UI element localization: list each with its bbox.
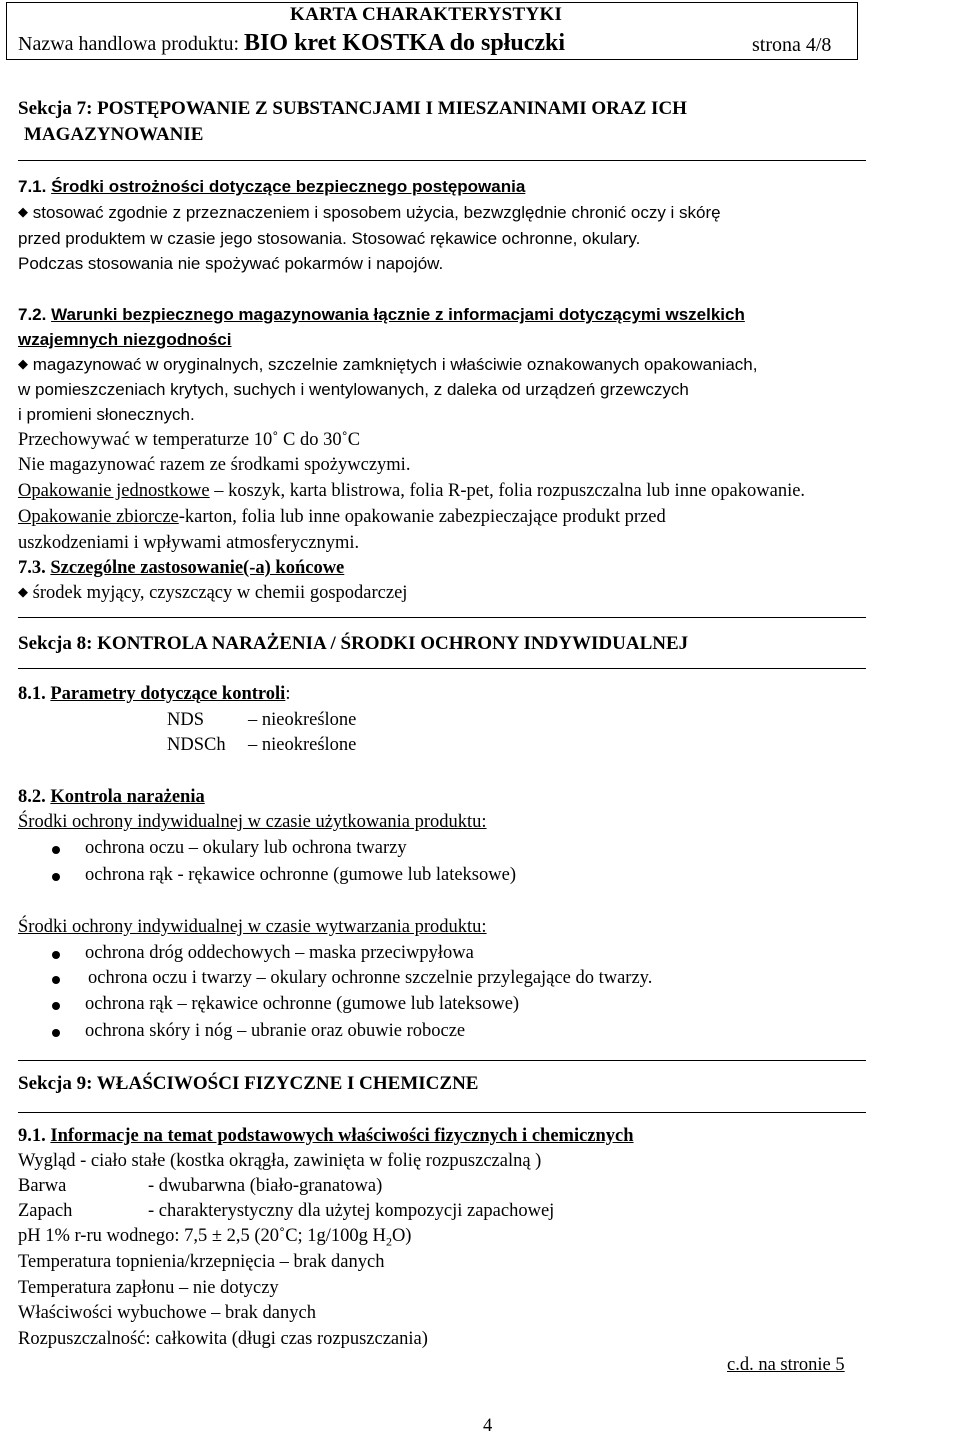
use-protection-heading: Środki ochrony indywidualnej w czasie użytkowania produktu: — [18, 812, 487, 832]
subsection-title: Parametry dotyczące kontroli — [50, 684, 286, 704]
bullet-dot-icon — [52, 951, 60, 959]
product-label: Nazwa handlowa produktu: — [18, 33, 240, 55]
bullet-dot-icon — [52, 976, 60, 984]
ph-text: pH 1% r-ru wodnego: 7,5 ± 2,5 (20˚C; 1g/100g H — [18, 1226, 386, 1246]
paragraph-line: w pomieszczeniach krytych, suchych i wentylowanych, z daleka od urządzeń grzewczych — [18, 380, 689, 399]
subsection-number: 7.1. — [18, 177, 47, 196]
subsection-title-cont: wzajemnych niezgodności — [18, 330, 232, 349]
odor-label: Zapach — [18, 1201, 73, 1221]
bullet-dot-icon — [52, 873, 60, 881]
diamond-bullet-icon: ◆ — [18, 356, 28, 371]
nds-label: NDS — [167, 710, 205, 730]
section-8-title: Sekcja 8: KONTROLA NARAŻENIA / ŚRODKI OCHRONY INDYWIDUALNEJ — [18, 633, 689, 654]
text: magazynować w oryginalnych, szczelnie zamkniętych i właściwie oznakowanych opakowaniach, — [32, 355, 758, 374]
list-item: ochrona oczu – okulary lub ochrona twarzy — [85, 838, 407, 858]
bullet-dot-icon — [52, 846, 60, 854]
text: środek myjący, czyszczący w chemii gospodarczej — [32, 583, 408, 603]
colon: : — [285, 684, 291, 704]
subsection-number: 9.1. — [18, 1126, 46, 1146]
nds-value: – nieokreślone — [248, 710, 357, 730]
subsection-7-2-heading — [18, 305, 745, 325]
section-9-title: Sekcja 9: WŁAŚCIWOŚCI FIZYCZNE I CHEMICZNE — [18, 1073, 479, 1094]
ndsch-value: – nieokreślone — [248, 735, 357, 755]
page-number: 4 — [483, 1416, 493, 1436]
flash-point: Temperatura zapłonu – nie dotyczy — [18, 1278, 279, 1298]
storage-temperature: Przechowywać w temperaturze 10˚ C do 30˚C — [18, 430, 361, 450]
bullet-dot-icon — [52, 1029, 60, 1037]
bullet-dot-icon — [52, 1002, 60, 1010]
divider — [18, 1060, 866, 1061]
list-item: ochrona rąk - rękawice ochronne (gumowe lub lateksowe) — [85, 865, 516, 885]
continued-note: c.d. na stronie 5 — [727, 1355, 845, 1375]
solubility: Rozpuszczalność: całkowita (długi czas rozpuszczania) — [18, 1329, 428, 1349]
document-title: KARTA CHARAKTERYSTYKI — [290, 4, 563, 25]
ph-subscript: 2 — [385, 1234, 392, 1249]
product-line — [18, 30, 565, 57]
packaging-unit-text: – koszyk, karta blistrowa, folia R-pet, folia rozpuszczalna lub inne opakowanie. — [209, 481, 806, 501]
paragraph-line: Nie magazynować razem ze środkami spożywczymi. — [18, 455, 411, 475]
list-item: ochrona skóry i nóg – ubranie oraz obuwie robocze — [85, 1021, 466, 1041]
subsection-9-1-heading — [18, 1126, 634, 1147]
paragraph-line — [18, 355, 757, 375]
color-value: - dwubarwna (biało-granatowa) — [148, 1176, 383, 1196]
color-label: Barwa — [18, 1176, 67, 1196]
packaging-unit — [18, 481, 805, 502]
paragraph-line: Podczas stosowania nie spożywać pokarmów i napojów. — [18, 254, 444, 273]
paragraph-line: uszkodzeniami i wpływami atmosferycznymi. — [18, 533, 360, 553]
list-item: ochrona dróg oddechowych – maska przeciwpyłowa — [85, 943, 474, 963]
subsection-title: Informacje na temat podstawowych właściwości fizycznych i chemicznych — [50, 1126, 634, 1146]
subsection-number: 7.2. — [18, 305, 47, 324]
subsection-number: 8.2. — [18, 787, 46, 807]
divider — [18, 617, 866, 618]
packaging-unit-label: Opakowanie jednostkowe — [18, 481, 210, 501]
divider — [18, 160, 866, 161]
subsection-title: Warunki bezpiecznego magazynowania łącznie z informacjami dotyczącymi wszelkich — [51, 305, 745, 324]
ph-value — [18, 1226, 411, 1250]
product-name: BIO kret KOSTKA do spłuczki — [244, 30, 566, 56]
paragraph-line — [18, 203, 721, 223]
subsection-8-1-heading — [18, 684, 290, 705]
packaging-bulk-text: -karton, folia lub inne opakowanie zabezpieczające produkt przed — [178, 507, 666, 527]
subsection-title: Środki ostrożności dotyczące bezpiecznego postępowania — [51, 177, 526, 196]
divider — [18, 668, 866, 669]
diamond-bullet-icon: ◆ — [18, 584, 28, 599]
divider — [18, 1112, 866, 1113]
page-indicator: strona 4/8 — [752, 34, 832, 56]
subsection-title: Kontrola narażenia — [50, 787, 205, 807]
subsection-7-3-heading — [18, 558, 344, 579]
subsection-title: Szczególne zastosowanie(-a) końcowe — [50, 558, 345, 578]
odor-value: - charakterystyczny dla użytej kompozycji zapachowej — [148, 1201, 555, 1221]
list-item: ochrona oczu i twarzy – okulary ochronne szczelnie przylegające do twarzy. — [88, 968, 653, 988]
explosive-properties: Właściwości wybuchowe – brak danych — [18, 1303, 316, 1323]
list-item: ochrona rąk – rękawice ochronne (gumowe lub lateksowe) — [85, 994, 520, 1014]
melting-point: Temperatura topnienia/krzepnięcia – brak danych — [18, 1252, 385, 1272]
paragraph-line: i promieni słonecznych. — [18, 405, 195, 424]
subsection-7-1-heading — [18, 177, 525, 197]
packaging-bulk — [18, 507, 666, 528]
production-protection-heading: Środki ochrony indywidualnej w czasie wytwarzania produktu: — [18, 917, 487, 937]
packaging-bulk-label: Opakowanie zbiorcze — [18, 507, 179, 527]
subsection-8-2-heading — [18, 787, 205, 808]
diamond-bullet-icon: ◆ — [18, 204, 28, 219]
appearance: Wygląd - ciało stałe (kostka okrągła, zawinięta w folię rozpuszczalną ) — [18, 1151, 542, 1171]
paragraph-line — [18, 583, 407, 604]
section-7-title-line2: MAGAZYNOWANIE — [24, 124, 204, 145]
text: stosować zgodnie z przeznaczeniem i sposobem użycia, bezwzględnie chronić oczy i skórę — [32, 203, 721, 222]
ph-text-end: O) — [391, 1226, 412, 1246]
subsection-number: 7.3. — [18, 558, 46, 578]
ndsch-label: NDSCh — [167, 735, 226, 755]
section-7-title-line1: Sekcja 7: POSTĘPOWANIE Z SUBSTANCJAMI I MIESZANINAMI ORAZ ICH — [18, 98, 687, 119]
paragraph-line: przed produktem w czasie jego stosowania. Stosować rękawice ochronne, okulary. — [18, 229, 641, 248]
subsection-number: 8.1. — [18, 684, 46, 704]
